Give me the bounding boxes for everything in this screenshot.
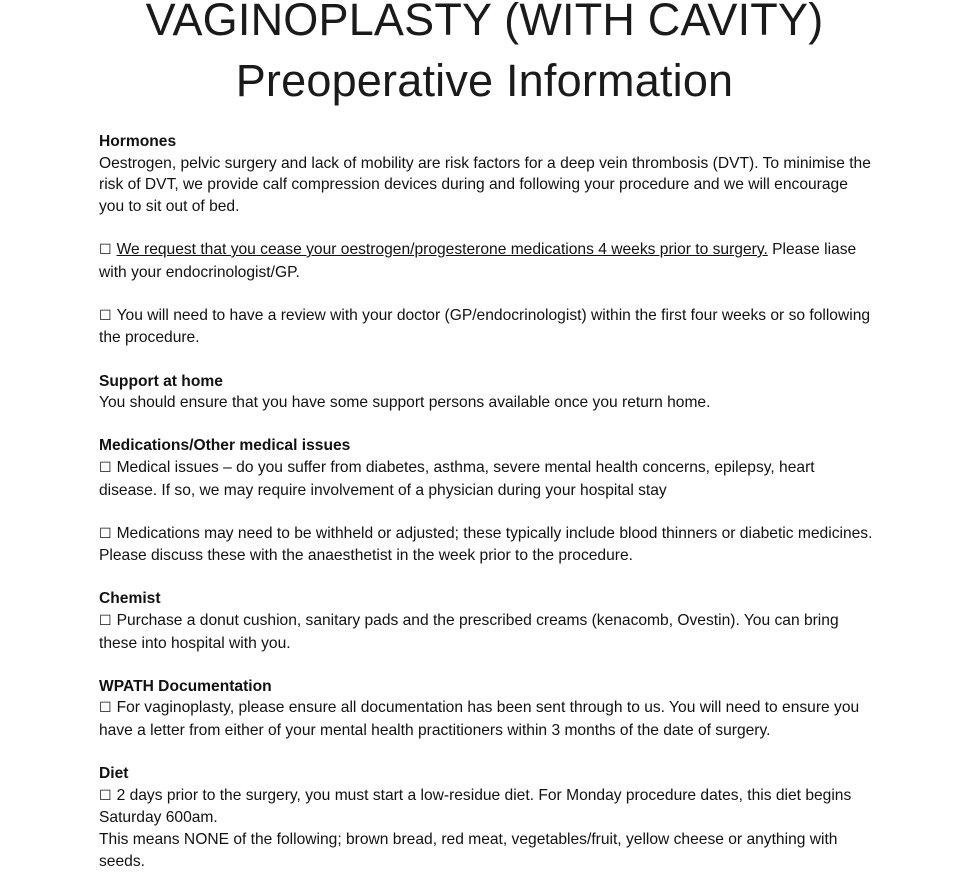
wpath-item-1-text: For vaginoplasty, please ensure all documentation has been sent through to us. You will need to ensure you have a letter from either of your mental health practitioners within 3 months of the date of surgery. (99, 699, 860, 740)
hormones-item-1-rest: Please liase with your endocrinologist/GP. (99, 240, 857, 281)
section-heading-chemist: Chemist (99, 590, 161, 608)
document-body (99, 131, 874, 872)
chemist-item-1 (99, 610, 874, 654)
section-heading-medications: Medications/Other medical issues (99, 437, 351, 455)
checkbox-icon[interactable]: ☐ (99, 613, 112, 630)
medications-item-2-text: Medications may need to be withheld or adjusted; these typically include blood thinners or diabetic medicines. Please discuss these with the anaesthetist in the week prior to the procedure. (99, 524, 873, 565)
section-heading-diet: Diet (99, 765, 129, 783)
checkbox-icon[interactable]: ☐ (99, 307, 112, 324)
chemist-item-1-text: Purchase a donut cushion, sanitary pads and the prescribed creams (kenacomb, Ovestin). You can bring these into hospital with you. (99, 612, 839, 652)
hormones-item-1 (99, 239, 874, 283)
checkbox-icon[interactable]: ☐ (99, 459, 112, 476)
wpath-item-1 (99, 697, 874, 741)
section-heading-support: Support at home (99, 372, 223, 390)
diet-item-1 (99, 785, 874, 829)
document-title: VAGINOPLASTY (WITH CAVITY) (145, 0, 824, 45)
hormones-item-1-underlined: We request that you cease your oestrogen/progesterone medications 4 weeks prior to surgery. (116, 240, 768, 258)
hormones-intro: Oestrogen, pelvic surgery and lack of mobility are risk factors for a deep vein thrombosis (DVT). To minimise the risk of DVT, we provide calf compression devices during and following your procedure and we will encourage you to sit out of bed. (99, 154, 871, 215)
section-heading-hormones: Hormones (99, 133, 177, 150)
hormones-item-2-text: You will need to have a review with your doctor (GP/endocrinologist) within the first four weeks or so following the procedure. (99, 306, 871, 347)
hormones-item-2 (99, 305, 874, 349)
checkbox-icon[interactable]: ☐ (99, 700, 112, 717)
support-text: You should ensure that you have some support persons available once you return home. (99, 394, 711, 412)
section-heading-wpath: WPATH Documentation (99, 677, 272, 695)
medications-item-1-text: Medical issues – do you suffer from diabetes, asthma, severe mental health concerns, epilepsy, heart disease. If so, we may require involvement of a physician during your hospital stay (99, 458, 815, 499)
checkbox-icon[interactable]: ☐ (99, 787, 112, 804)
checkbox-icon[interactable]: ☐ (99, 241, 112, 258)
medications-item-2 (99, 523, 874, 567)
document-subtitle: Preoperative Information (235, 55, 734, 106)
checkbox-icon[interactable]: ☐ (99, 525, 112, 542)
diet-text-2: This means NONE of the following; brown bread, red meat, vegetables/fruit, yellow cheese or anything with seeds. (99, 831, 838, 870)
medications-item-1 (99, 457, 874, 501)
diet-item-1-text: 2 days prior to the surgery, you must start a low-residue diet. For Monday procedure dates, this diet begins Saturday 600am. (99, 786, 852, 827)
